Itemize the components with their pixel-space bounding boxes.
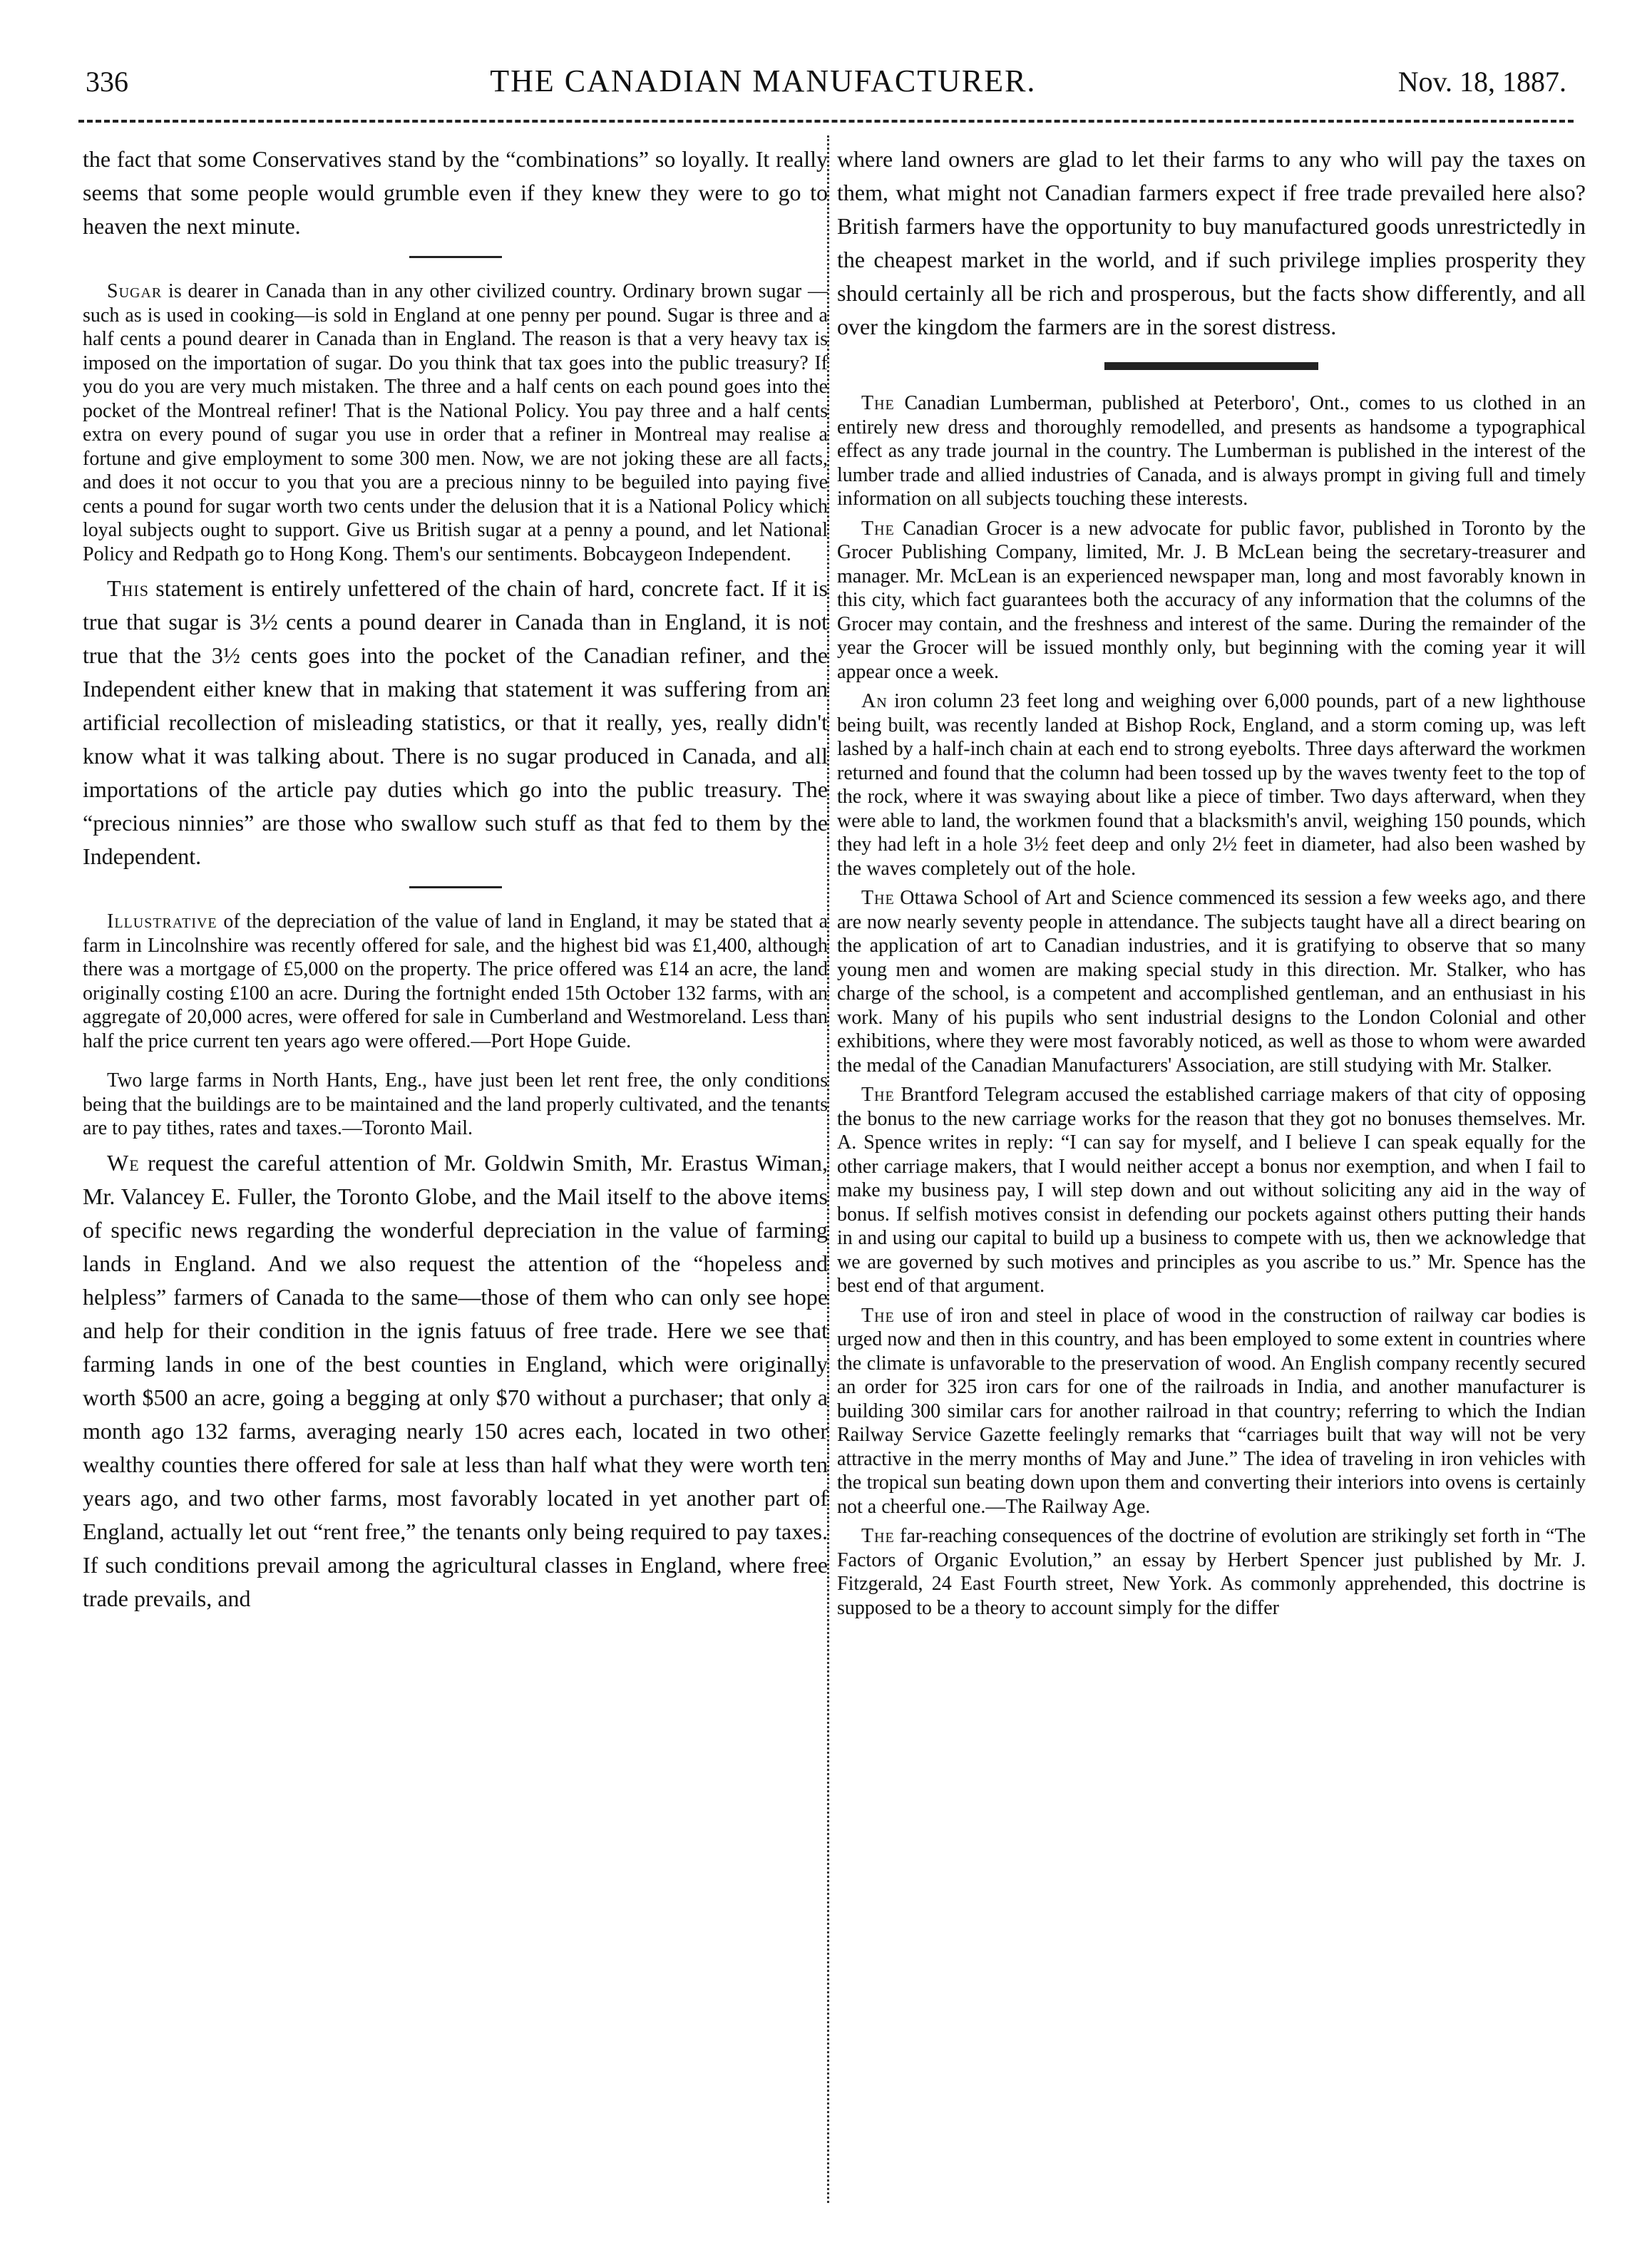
paragraph-grocer: [837, 517, 1586, 684]
paragraph-text: Brantford Telegram accused the established carriage makers of that city of opposing the bonus to the new carriage works for the reason that they got no bonuses themselves. Mr. A. Spence writes in reply: “I can say for myself, and I believe I can speak equally for the other carriage makers, that I would neither accept a bonus nor exemption, and when I fail to make my business pay, I will step down and out without soliciting any aid in the way of bonus. If selfish motives consist in defending our pockets against others putting their hands in and using our capital to build up a business to compete with us, then we acknowledge that we are governed by such motives and principles as you ascribe to us.” Mr. Spence has the best end of that argument.: [837, 1084, 1586, 1297]
publication-title: THE CANADIAN MANUFACTURER.: [490, 63, 1037, 98]
paragraph-north-hants: Two large farms in North Hants, Eng., have just been let rent free, the only conditions being that the buildings are to be maintained and the land properly cultivated, and the tenants are to pay tithes, rates and taxes.—Toronto Mail.: [83, 1069, 828, 1139]
lead-word: An: [861, 690, 888, 712]
paragraph-ottawa-school: [837, 886, 1586, 1077]
paragraph-iron-column: [837, 689, 1586, 880]
right-column: [837, 143, 1586, 1620]
lead-word: Sugar: [107, 280, 163, 302]
paragraph-brantford: [837, 1083, 1586, 1298]
paragraph-continued: where land owners are glad to let their farms to any who will pay the taxes on them, what might not Canadian farmers expect if free trade prevailed here also? British farmers have the opportunity to buy manufactured goods unrestrictedly in the cheapest market in the world, and if such privilege implies prosperity they should certainly all be rich and prosperous, but the facts show differently, and all over the kingdom the farmers are in the sorest distress.: [837, 146, 1586, 339]
lead-word: The: [861, 392, 895, 414]
section-rule-double: [1104, 362, 1318, 370]
lead-word: Illustrative: [107, 910, 217, 933]
lead-word: The: [861, 1304, 895, 1327]
paragraph-continued: the fact that some Conservatives stand by the “combinations” so loyally. It really seems that some people would grumble even if they knew they were to go to heaven the next minute.: [83, 146, 828, 239]
paragraph-evolution: [837, 1524, 1586, 1620]
lead-word: The: [861, 887, 895, 909]
paragraph-text: Canadian Grocer is a new advocate for public favor, published in Toronto by the Grocer Publishing Company, limited, Mr. J. B McLean being the secretary-treasurer and manager. Mr. McLean is an experienced newspaper man, long and most favorably known in this city, which fact guarantees both the accuracy of any information that the columns of the Grocer may contain, and the freshness and interest of the same. During the remainder of the year the Grocer will be issued monthly only, but beginning with the coming year it will appear once a week.: [837, 517, 1586, 683]
paragraph-text: use of iron and steel in place of wood in the construction of railway car bodies is urged now and then in this country, and has been employed to some extent in countries where the climate is unfavorable to the preservation of wood. An English company recently secured an order for 325 iron cars for one of the railroads in India, and another manufacturer is building 300 similar cars for another railroad in that country; referring to which the Indian Railway Service Gazette feelingly remarks that “carriages built that way will not be very attractive in the merry months of May and June.” The idea of traveling in iron vehicles with the tropical sun beating down upon them and converting their interiors into ovens is certainly not a cheerful one.—The Railway Age.: [837, 1304, 1586, 1518]
paragraph-text: request the careful attention of Mr. Goldwin Smith, Mr. Erastus Wiman, Mr. Valancey E. Fuller, the Toronto Globe, and the Mail itself to the above items of specific news regarding the wonderful depreciation in the value of farming lands in England. And we also request the attention of the “hopeless and helpless” farmers of Canada to the same—those of them who can only see hope and help for their condition in the ignis fatuus of free trade. Here we see that farming lands in one of the best counties in England, which were originally worth $500 an acre, going a begging at only $70 without a purchaser; that only a month ago 132 farms, averaging nearly 150 acres each, located in two other wealthy counties there offered for sale at less than half what they were worth ten years ago, and two other farms, most favorably located in yet another part of England, actually let out “rent free,” the tenants only being required to pay taxes. If such conditions prevail among the agricultural classes in England, where free trade prevails, and: [83, 1149, 828, 1611]
paragraph-text: of the depreciation of the value of land in England, it may be stated that a farm in Lincolnshire was recently offered for sale, and the highest bid was £1,400, although there was a mortgage of £5,000 on the property. The price offered was £14 an acre, the land originally costing £100 an acre. During the fortnight ended 15th October 132 farms, with an aggregate of 20,000 acres, were offered for sale in Cumberland and Westmoreland. Less than half the price current ten years ago were offered.—Port Hope Guide.: [83, 910, 828, 1052]
paragraph-illustrative: [83, 910, 828, 1053]
paragraph-iron-cars: [837, 1304, 1586, 1519]
paragraph-text: is dearer in Canada than in any other civilized country. Ordinary brown sugar —such as is used in cooking—is sold in England at one penny per pound. Sugar is three and a half cents a pound dearer in Canada than in England. The reason is that a very heavy tax is imposed on the importation of sugar. Do you think that tax goes into the public treasury? If you do you are very much mistaken. The three and a half cents on each pound goes into the pocket of the Montreal refiner! That is the National Policy. You pay three and a half cents extra on every pound of sugar you use in order that a refiner in Montreal may realise a fortune and give employment to some 300 men. Now, we are not joking these are all facts, and does it not occur to you that you are a precious ninny to be beguiled into paying five cents a pound for sugar worth two cents under the delusion that it is a National Policy which loyal subjects ought to support. Give us British sugar at a penny a pound, and let National Policy and Redpath go to Hong Kong. Them's our sentiments. Bobcaygeon Independent.: [83, 280, 828, 565]
paragraph-text: Ottawa School of Art and Science commenced its session a few weeks ago, and there are now nearly seventy people in attendance. The subjects taught have all a direct bearing on the application of art to Canadian industries, and it is gratifying to observe that so many young men and women are making special study in this direction. Mr. Stalker, who has charge of the school, is a competent and accomplished gentleman, and an enthusiast in his work. Many of his pupils who sent industrial designs to the London Colonial and other exhibitions, where they were most favorably noticed, as well as those to whom were awarded the medal of the Canadian Manufacturers' Association, are still studying with Mr. Stalker.: [837, 887, 1586, 1077]
masthead-rule: [78, 120, 1574, 123]
section-rule: [409, 886, 502, 888]
paragraph-text: Canadian Lumberman, published at Peterboro', Ont., comes to us clothed in an entirely new dress and thoroughly remodelled, and presents as handsome a typographical effect as any trade journal in the country. The Lumberman is published in the interest of the lumber trade and allied industries of Canada, and is always prompt in giving full and timely information on all subjects touching these interests.: [837, 392, 1586, 510]
paragraph-text: far-reaching consequences of the doctrine of evolution are strikingly set forth in “The Factors of Organic Evolution,” an essay by Herbert Spencer just published by Mr. J. Fitzgerald, 24 East Fourth street, New York. As commonly apprehended, this doctrine is supposed to be a theory to account simply for the differ: [837, 1525, 1586, 1619]
paragraph-we-request: [83, 1146, 828, 1616]
lead-word: We: [107, 1149, 140, 1176]
paragraph-text: iron column 23 feet long and weighing over 6,000 pounds, part of a new lighthouse being built, was recently landed at Bishop Rock, England, and a storm coming up, was left lashed by a half-inch chain at each end to strong eyebolts. Three days afterward the workmen returned and found that the column had been tossed up by the waves twenty feet to the top of the rock, where it was swaying about like a piece of timber. Two days afterward, when they were able to land, the workmen found that a blacksmith's anvil, weighing 150 pounds, which they had left in a hole 3½ feet deep and only 2½ feet in diameter, had also been washed by the waves completely out of the hole.: [837, 690, 1586, 880]
paragraph-statement: [83, 572, 828, 873]
paragraph-text: statement is entirely unfettered of the chain of hard, concrete fact. If it is true that sugar is 3½ cents a pound dearer in Canada than in England, it is not true that the 3½ cents goes into the pocket of the Canadian refiner, and the Independent either knew that in making that statement it was suffering from an artificial recollection of misleading statistics, or that it really, yes, really didn't know what it was talking about. There is no sugar produced in Canada, and all importations of the article pay duties which go into the public treasury. The “precious ninnies” are those who swallow such stuff as that fed to them by the Independent.: [83, 575, 828, 869]
section-rule: [409, 256, 502, 258]
lead-word: The: [861, 1084, 895, 1106]
lead-word: The: [861, 517, 895, 540]
paragraph-lumberman: [837, 391, 1586, 511]
lead-word: This: [107, 575, 149, 601]
left-column: [83, 143, 828, 1616]
page-number: 336: [86, 66, 128, 98]
issue-date: Nov. 18, 1887.: [1397, 66, 1566, 98]
masthead: [86, 63, 1566, 106]
paragraph-sugar: [83, 279, 828, 566]
lead-word: The: [861, 1525, 895, 1547]
